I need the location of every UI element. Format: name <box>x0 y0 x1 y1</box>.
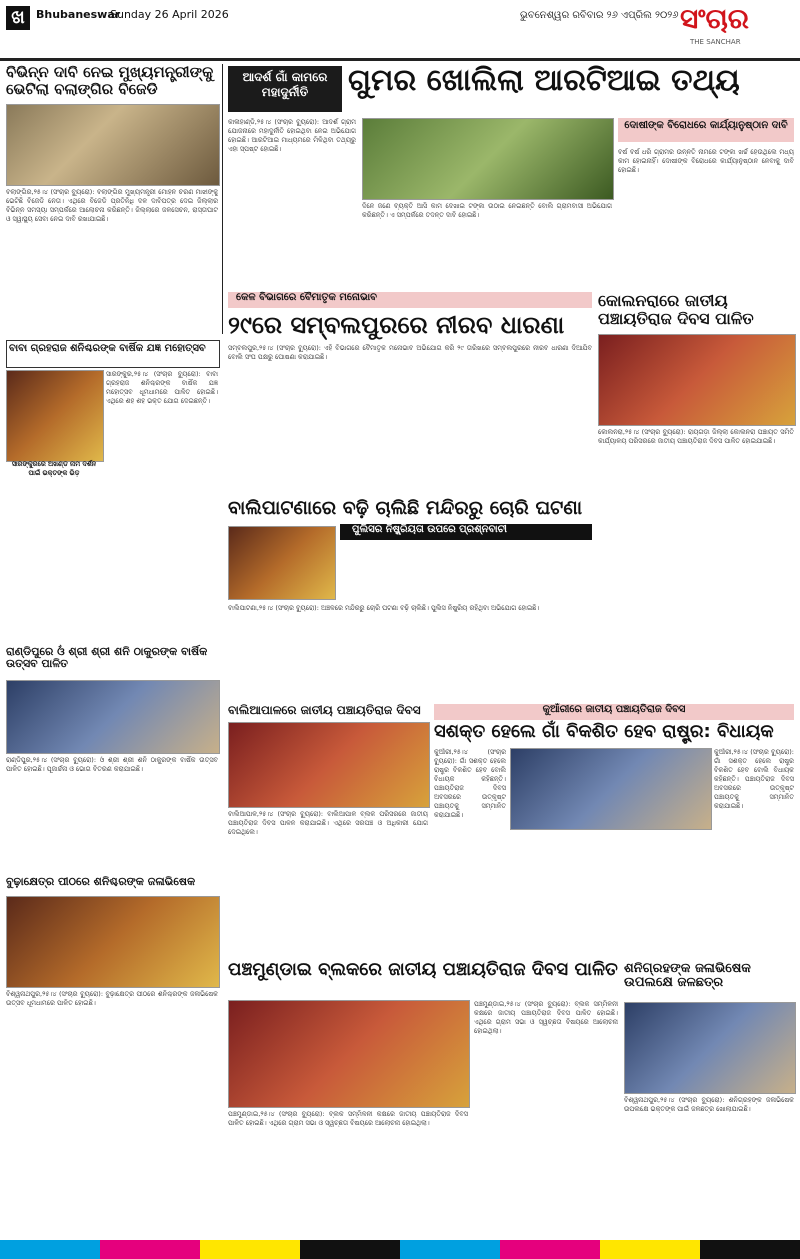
story4-headline-box <box>6 340 220 368</box>
story3-kicker: କେଳ ବିଭାଗରେ ବୈମାତୃକ ମନୋଭାବ <box>228 292 592 308</box>
story2-kicker: ଆଦର୍ଶ ଗାଁ କାମରେ ମହାଦୁର୍ନୀତି <box>228 66 342 112</box>
story8-headline: ବାଲିଆପାଳରେ ଜାତୀୟ ପଞ୍ଚାୟତିରାଜ ଦିବସ <box>228 703 421 717</box>
story10-body: ବିଶ୍ୱନାଥପୁର,୨୫।୪ (ସଂଚାର ବ୍ୟୁରୋ): ବୁଢ଼ାକ୍ଷେତ୍ର ପୀଠରେ ଶନିଶ୍ଚରଙ୍କ ଜଳାଭିଷେକ ଉତ୍ସବ ଧୂମଧାମରେ ପାଳିତ ହୋଇଛି। <box>6 990 218 1007</box>
story4-photo <box>6 370 104 462</box>
story9-body-left: କୁଆଁରୀ,୨୫।୪ (ସଂଚାର ବ୍ୟୁରୋ): ଗାଁ ସଶକ୍ତ ହେଲେ ରାଷ୍ଟ୍ର ବିକଶିତ ହେବ ବୋଲି ବିଧାୟକ କହିଛନ୍ତି। ପଞ୍ଚାୟତିରାଜ ଦିବସ ଅବସରରେ ଉତ୍କୃଷ୍ଟ ପଞ୍ଚାୟତକୁ ସମ୍ମାନିତ କରାଯାଇଛି। <box>434 748 506 819</box>
story7-body: ରାଣ୍ଡିପୁର,୨୫।୪ (ସଂଚାର ବ୍ୟୁରୋ): ଓଁ ଶ୍ରୀ ଶ୍ରୀ ଶନି ଠାକୁରଙ୍କ ବାର୍ଷିକ ଉତ୍ସବ ପାଳିତ ହୋଇଛି। ପୂଜାର୍ଚ୍ଚନା ଓ ଭୋଗ ବିତରଣ କରାଯାଇଛି। <box>6 756 218 773</box>
story7-headline: ରାଣ୍ଡିପୁରେ ଓଁ ଶ୍ରୀ ଶ୍ରୀ ଶନି ଠାକୁରଙ୍କ ବାର୍ଷିକ ଉତ୍ସବ ପାଳିତ <box>6 645 208 671</box>
edition-date-odia: ଭୁବନେଶ୍ୱର ରବିବାର ୨୬ ଏପ୍ରିଲ ୨୦୨୬ <box>520 10 679 21</box>
story9-headline: ସଶକ୍ତ ହେଲେ ଗାଁ ବିକଶିତ ହେବ ରାଷ୍ଟ୍ର: ବିଧାୟକ <box>434 721 774 742</box>
story9-kicker: କୁଆଁରୀରେ ଜାତୀୟ ପଞ୍ଚାୟତିରାଜ ଦିବସ <box>434 704 794 720</box>
story1-body: ବଲାଙ୍ଗିର,୨୫।୪ (ସଂଚାର ବ୍ୟୁରୋ): ବଲାଙ୍ଗିର ମୁଖ୍ୟମନ୍ତ୍ରୀ ମୋହନ ଚରଣ ମାଝୀଙ୍କୁ ଭେଟିଛି ବିଜେଡି ନେତା। ଏଥିରେ ବିଜେଡି ପ୍ରତିନିଧି ଦଳ ଦାବିପତ୍ର ଦେଇ ଜିଲ୍ଲାର ବିଭିନ୍ନ ସମସ୍ୟା ସମ୍ପର୍କରେ ଆଲୋଚନା କରିଛନ୍ତି। ଜିଲ୍ଲାରେ ଜଳସେଚନ, ରାସ୍ତାଘାଟ ଓ ସ୍ୱାସ୍ଥ୍ୟ ସେବା ନେଇ ଦାବି ରଖାଯାଇଛି। <box>6 188 218 223</box>
story8-photo <box>228 722 430 808</box>
story1-headline: ବିଭିନ୍ନ ଦାବି ନେଇ ମୁଖ୍ୟମନ୍ତ୍ରୀଙ୍କୁ ଭେଟିଲା ବଲାଙ୍ଗିର ବିଜେଡି <box>6 63 214 98</box>
story12-photo <box>624 1002 796 1094</box>
story12-body: ବିଶ୍ୱନାଥପୁର,୨୫।୪ (ସଂଚାର ବ୍ୟୁରୋ): ଶନିଗ୍ରହଙ୍କ ଜଳାଭିଷେକ ଉପଲକ୍ଷେ ଭକ୍ତଙ୍କ ପାଇଁ ଜଳଛତ୍ର ଖୋଲାଯାଇଛି। <box>624 1096 794 1113</box>
story5-photo <box>598 334 796 426</box>
story11-headline: ପଞ୍ଚମୁଣ୍ଡାଇ ବ୍ଲକରେ ଜାତୀୟ ପଞ୍ଚାୟତିରାଜ ଦିବସ ପାଳିତ <box>228 959 618 980</box>
story4-headline: ବାବା ଗ୍ରହରାଜ ଶନିଶ୍ଚରଙ୍କ ବାର୍ଷିକ ଯଜ୍ଞ ମହୋତ୍ସବ <box>9 343 206 354</box>
story6-body: ବାଲିପାଟଣା,୨୫।୪ (ସଂଚାର ବ୍ୟୁରୋ): ଅଞ୍ଚଳରେ ମନ୍ଦିରରୁ ଚୋରି ଘଟଣା ବଢ଼ି ଚାଲିଛି। ପୁଲିସ ନିଷ୍କ୍ରିୟ ରହିଥିବା ଅଭିଯୋଗ ହୋଇଛି। <box>228 604 540 612</box>
story12-headline: ଶନିଗ୍ରହଙ୍କ ଜଳାଭିଷେକ ଉପଲକ୍ଷେ ଜଳଛତ୍ର <box>624 961 751 991</box>
edition-city: Bhubaneswar <box>36 8 121 21</box>
edition-date: Sunday 26 April 2026 <box>110 8 229 21</box>
story1-photo <box>6 104 220 186</box>
story2-sidebar-body: ବର୍ଷ ବର୍ଷ ଧରି ଗ୍ରାମର ଉନ୍ନତି ନାମରେ ଟଙ୍କା ଖର୍ଚ୍ଚ ହେଉଥିଲେ ମଧ୍ୟ କାମ ହୋଇନାହିଁ। ଦୋଷୀଙ୍କ ବିରୋଧରେ କାର୍ଯ୍ୟାନୁଷ୍ଠାନ ନେବାକୁ ଦାବି ହୋଇଛି। <box>618 148 794 174</box>
column-divider <box>222 64 223 334</box>
story2-sidebar-headline: ଦୋଷୀଙ୍କ ବିରୋଧରେ କାର୍ଯ୍ୟାନୁଷ୍ଠାନ ଦାବି <box>618 118 794 142</box>
story6-headline: ବାଲିପାଟଣାରେ ବଢ଼ି ଚାଲିଛି ମନ୍ଦିରରୁ ଚୋରି ଘଟଣା <box>228 497 583 519</box>
story9-photo <box>510 748 712 830</box>
story9-body-right: କୁଆଁରୀ,୨୫।୪ (ସଂଚାର ବ୍ୟୁରୋ): ଗାଁ ସଶକ୍ତ ହେଲେ ରାଷ୍ଟ୍ର ବିକଶିତ ହେବ ବୋଲି ବିଧାୟକ କହିଛନ୍ତି। ପଞ୍ଚାୟତିରାଜ ଦିବସ ଅବସରରେ ଉତ୍କୃଷ୍ଟ ପଞ୍ଚାୟତକୁ ସମ୍ମାନିତ କରାଯାଇଛି। <box>714 748 794 810</box>
print-color-bar <box>0 1240 800 1259</box>
story6-photo <box>228 526 336 600</box>
story2-photo <box>362 118 614 200</box>
story11-body-right: ପଞ୍ଚମୁଣ୍ଡାଇ,୨୫।୪ (ସଂଚାର ବ୍ୟୁରୋ): ବ୍ଲକ ସମ୍ମିଳନୀ କକ୍ଷରେ ଜାତୀୟ ପଞ୍ଚାୟତିରାଜ ଦିବସ ପାଳିତ ହୋଇଛି। ଏଥିରେ ଗ୍ରାମ ସଭା ଓ ସ୍ୱଚ୍ଛତା ବିଷୟରେ ଆଲୋଚନା ହୋଇଥିଲା। <box>474 1000 618 1035</box>
story4-body: ସାରଙ୍କୁର,୨୫।୪ (ସଂଚାର ବ୍ୟୁରୋ): ବାବା ଗ୍ରହରାଜ ଶନିଶ୍ଚରଙ୍କ ବାର୍ଷିକ ଯଜ୍ଞ ମହୋତ୍ସବ ଧୂମଧାମରେ ପାଳିତ ହୋଇଛି। ଏଥିରେ ଶହ ଶହ ଭକ୍ତ ଯୋଗ ଦେଇଛନ୍ତି। <box>106 370 218 405</box>
story5-body: କୋଲନରା,୨୫।୪ (ସଂଚାର ବ୍ୟୁରୋ): ରାୟଗଡ଼ା ଜିଲ୍ଲା କୋଲନରା ପଞ୍ଚାୟତ ସମିତି କାର୍ଯ୍ୟାଳୟ ପରିସରରେ ଜାତୀୟ ପଞ୍ଚାୟତିରାଜ ଦିବସ ପାଳିତ ହୋଇଯାଇଛି। <box>598 428 794 445</box>
story2-body-bottom: ଦିନେ ଜଣେ ବ୍ୟକ୍ତି ଆସି କାମ ଦେଖାଇ ଟଙ୍କା ଉଠାଇ ନେଇଛନ୍ତି ବୋଲି ଗ୍ରାମବାସୀ ଅଭିଯୋଗ କରିଛନ୍ତି। ଏ ସମ୍ପର୍କରେ ତଦନ୍ତ ଦାବି ହୋଇଛି। <box>362 202 612 219</box>
story7-photo <box>6 680 220 754</box>
story3-body: ସମ୍ବଲପୁର,୨୫।୪ (ସଂଚାର ବ୍ୟୁରୋ): ଏହି ବିଭାଗରେ ବୈମାତୃକ ମନୋଭାବ ଅଭିଯୋଗ କରି ୨୯ ତାରିଖରେ ସମ୍ବଲପୁରରେ ନୀରବ ଧାରଣା ଦିଆଯିବ ବୋଲି ସଂଘ ପକ୍ଷରୁ ଘୋଷଣା କରାଯାଇଛି। <box>228 344 592 361</box>
brand-tagline: THE SANCHAR <box>690 38 741 46</box>
story11-photo <box>228 1000 470 1108</box>
story5-headline: କୋଲନରାରେ ଜାତୀୟ ପଞ୍ଚାୟତିରାଜ ଦିବସ ପାଳିତ <box>598 291 754 328</box>
masthead <box>0 0 800 61</box>
story3-headline: ୨୯ରେ ସମ୍ବଲପୁରରେ ନୀରବ ଧାରଣା <box>228 311 565 339</box>
story8-body: ବାଲିଆପାଳ,୨୫।୪ (ସଂଚାର ବ୍ୟୁରୋ): ବାଲିଆପାଳ ବ୍ଲକ ପରିସରରେ ଜାତୀୟ ପଞ୍ଚାୟତିରାଜ ଦିବସ ପାଳନ କରାଯାଇଛି। ଏଥିରେ ସରପଞ୍ଚ ଓ ଅଧିକାରୀ ଯୋଗ ଦେଇଥିଲେ। <box>228 810 428 836</box>
story6-subhead: ପୁଲିସର ନିଷ୍କ୍ରିୟତା ଉପରେ ପ୍ରଶ୍ନବାଚୀ <box>340 524 592 540</box>
story11-body-bottom: ପଞ୍ଚମୁଣ୍ଡାଇ,୨୫।୪ (ସଂଚାର ବ୍ୟୁରୋ): ବ୍ଲକ ସମ୍ମିଳନୀ କକ୍ଷରେ ଜାତୀୟ ପଞ୍ଚାୟତିରାଜ ଦିବସ ପାଳିତ ହୋଇଛି। ଏଥିରେ ଗ୍ରାମ ସଭା ଓ ସ୍ୱଚ୍ଛତା ବିଷୟରେ ଆଲୋଚନା ହୋଇଥିଲା। <box>228 1110 468 1127</box>
page-number: ଖ <box>6 6 30 30</box>
story4-caption: ସାରଙ୍କୁରରେ ଅଖଣ୍ଡ ନାମ ଦର୍ଶନ ପାଇଁ ଭକ୍ତଙ୍କ ଭିଡ଼ <box>11 460 97 477</box>
story10-headline: ବୁଢ଼ାକ୍ଷେତ୍ର ପୀଠରେ ଶନିଶ୍ଚରଙ୍କ ଜଳାଭିଷେକ <box>6 875 196 888</box>
story2-headline: ଗୁମର ଖୋଲିଲା ଆରଟିଆଇ ତଥ୍ୟ <box>348 63 740 98</box>
brand-logo: ସଂଚାର <box>680 2 749 35</box>
story2-body-left: କାଳାହାଣ୍ଡି,୨୫।୪ (ସଂଚାର ବ୍ୟୁରୋ): ଆଦର୍ଶ ଗ୍ରାମ ଯୋଜନାରେ ମହାଦୁର୍ନୀତି ହୋଇଥିବା ନେଇ ଅଭିଯୋଗ ହୋଇଛି। ଆରଟିଆଇ ମାଧ୍ୟମରେ ମିଳିଥିବା ତଥ୍ୟରୁ ଏହା ସ୍ପଷ୍ଟ ହୋଇଛି। <box>228 118 356 153</box>
story10-photo <box>6 896 220 988</box>
